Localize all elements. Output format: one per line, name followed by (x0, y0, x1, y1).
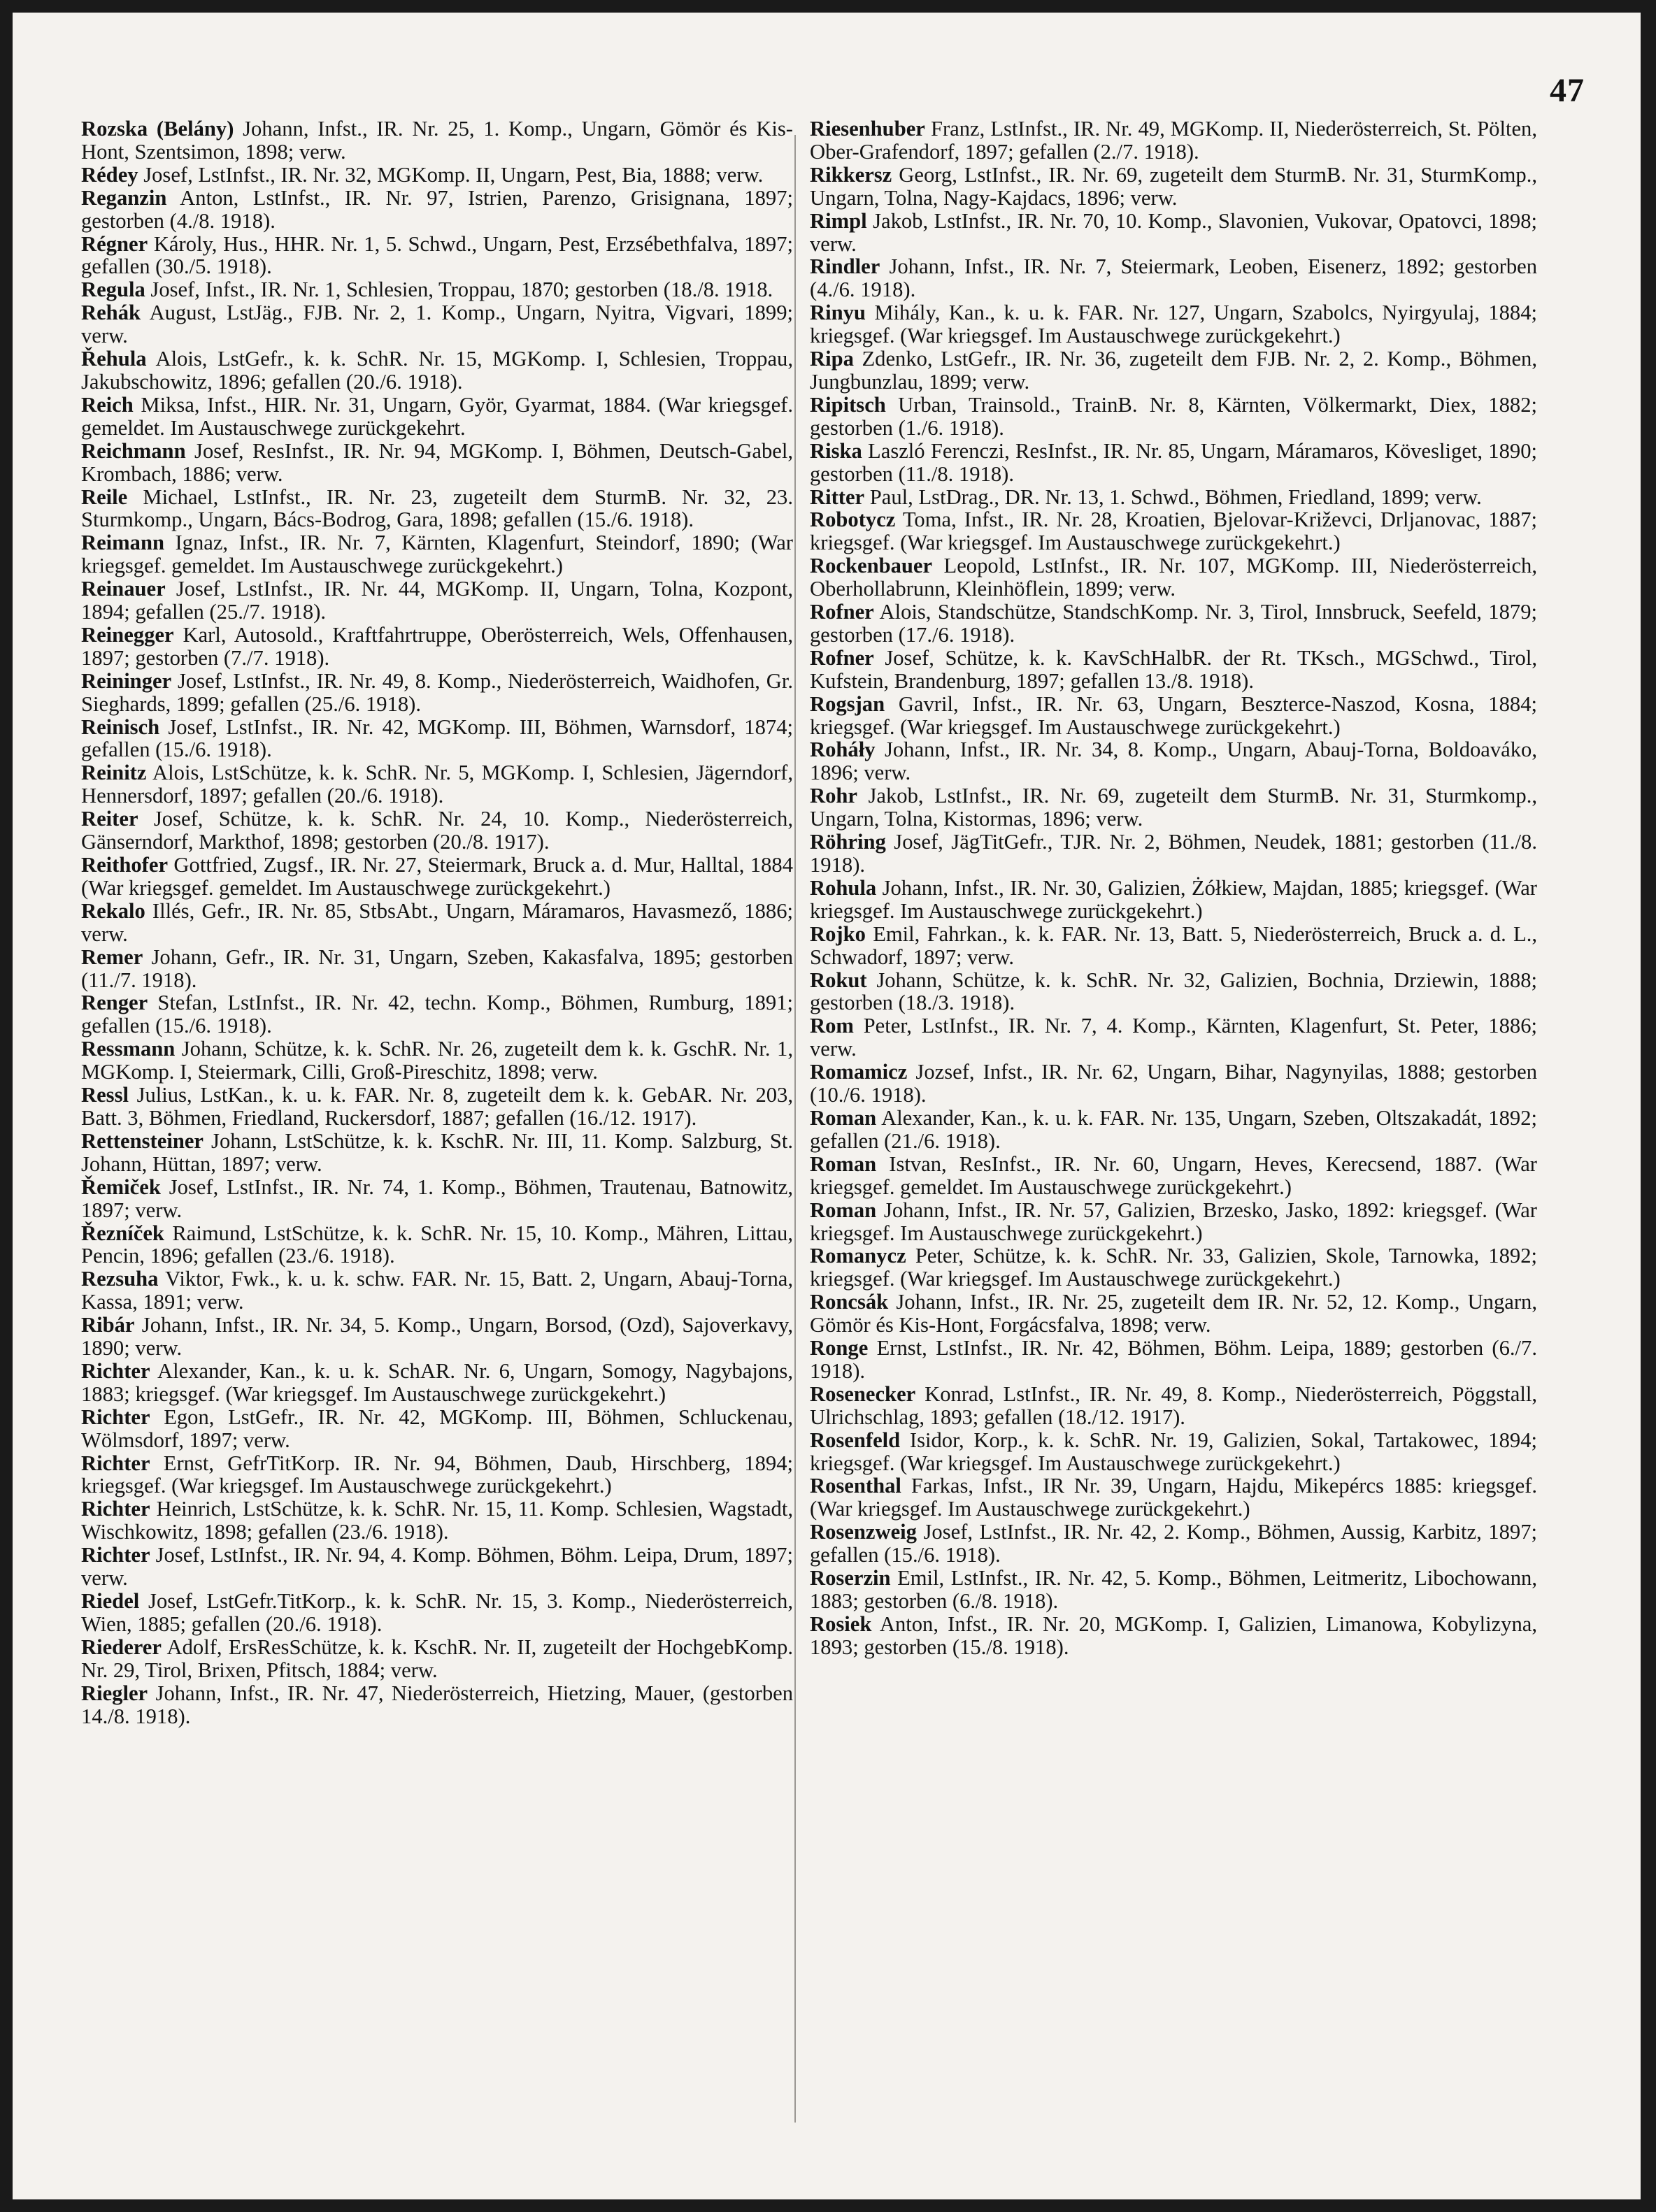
casualty-entry (81, 233, 793, 279)
entry-surname: Reithofer (81, 853, 169, 877)
entry-details: Laszló Ferenczi, ResInfst., IR. Nr. 85, Ungarn, Máramaros, Kövesliget, 1890; gestorben (11./8. 1918). (810, 438, 1537, 486)
entry-details: Josef, JägTitGefr., TJR. Nr. 2, Böhmen, Neudek, 1881; gestorben (11./8. 1918). (810, 830, 1537, 877)
entry-surname: Richter (81, 1358, 150, 1383)
casualty-entry (810, 601, 1537, 647)
entry-details: Ernst, LstInfst., IR. Nr. 42, Böhmen, Böhm. Leipa, 1889; gestorben (6./7. 1918). (810, 1336, 1537, 1383)
entry-details: Anton, Infst., IR. Nr. 20, MGKomp. I, Galizien, Limanowa, Kobylizyna, 1893; gestorben (15./8. 1918). (810, 1611, 1537, 1659)
entry-details: Josef, ResInfst., IR. Nr. 94, MGKomp. I, Böhmen, Deutsch-Gabel, Krombach, 1886; verw. (81, 438, 793, 486)
entry-details: Ignaz, Infst., IR. Nr. 7, Kärnten, Klagenfurt, Steindorf, 1890; (War kriegsgef. gemeldet. Im Austauschwege zurückgekehrt.) (81, 531, 793, 578)
casualty-entry (810, 693, 1537, 739)
casualty-entry (81, 761, 793, 807)
casualty-entry (810, 1061, 1537, 1107)
entry-details: Adolf, ErsResSchütze, k. k. KschR. Nr. II, zugeteilt der HochgebKomp. Nr. 29, Tirol, Brixen, Pfitsch, 1884; verw. (81, 1635, 793, 1682)
entry-details: Peter, LstInfst., IR. Nr. 7, 4. Komp., Kärnten, Klagenfurt, St. Peter, 1886; verw. (810, 1014, 1537, 1061)
entry-surname: Reinauer (81, 577, 166, 601)
entry-surname: Rettensteiner (81, 1128, 204, 1153)
casualty-entry (81, 187, 793, 233)
casualty-entry (81, 1360, 793, 1406)
entry-surname: Robotycz (810, 508, 896, 532)
casualty-entry (81, 854, 793, 900)
casualty-entry (81, 1037, 793, 1084)
entry-surname: Rofner (810, 600, 874, 624)
casualty-entry (81, 577, 793, 624)
casualty-entry (810, 1014, 1537, 1061)
casualty-entry (810, 877, 1537, 923)
casualty-entry (81, 1084, 793, 1130)
entry-surname: Roman (810, 1105, 877, 1130)
casualty-entry (810, 486, 1537, 509)
casualty-entry (810, 831, 1537, 877)
entry-surname: Reile (81, 484, 128, 509)
entry-details: Istvan, ResInfst., IR. Nr. 60, Ungarn, Heves, Kerecsend, 1887. (War kriegsgef. gemeldet. Im Austauschwege zurückgekehrt.) (810, 1151, 1537, 1199)
entry-surname: Remer (81, 945, 143, 969)
entry-details: Leopold, LstInfst., IR. Nr. 107, MGKomp. III, Niederösterreich, Oberhollabrunn, Kleinhöflein, 1899; verw. (810, 554, 1537, 601)
entry-details: Jozsef, Infst., IR. Nr. 62, Ungarn, Bihar, Nagynyilas, 1888; gestorben (10./6. 1918). (810, 1060, 1537, 1107)
casualty-entry (81, 440, 793, 486)
casualty-entry (810, 164, 1537, 210)
entry-details: Ernst, GefrTitKorp. IR. Nr. 94, Böhmen, Daub, Hirschberg, 1894; kriegsgef. (War kriegsgef. Im Austauschwege zurückgekehrt.) (81, 1451, 793, 1498)
entry-details: Konrad, LstInfst., IR. Nr. 49, 8. Komp., Niederösterreich, Pöggstall, Ulrichschlag, 1893; gefallen (18./12. 1917). (810, 1381, 1537, 1429)
entry-surname: Riederer (81, 1635, 162, 1659)
entry-surname: Ripitsch (810, 392, 886, 417)
casualty-entry (81, 1452, 793, 1498)
casualty-entry (81, 1636, 793, 1682)
entry-details: Georg, LstInfst., IR. Nr. 69, zugeteilt dem SturmB. Nr. 31, SturmKomp., Ungarn, Tolna, Nagy-Kajdacs, 1896; verw. (810, 162, 1537, 210)
casualty-entry (810, 117, 1537, 164)
entry-details: Johann, Infst., IR. Nr. 7, Steiermark, Leoben, Eisenerz, 1892; gestorben (4./6. 1918). (810, 254, 1537, 302)
entry-surname: Rinyu (810, 301, 866, 325)
entry-surname: Roncsák (810, 1290, 889, 1314)
entry-details: Johann, Gefr., IR. Nr. 31, Ungarn, Szeben, Kakasfalva, 1895; gestorben (11./7. 1918). (81, 945, 793, 992)
entry-details: Johann, Infst., IR. Nr. 25, zugeteilt dem IR. Nr. 52, 12. Komp., Ungarn, Gömör és Kis-Hont, Forgácsfalva, 1898; verw. (810, 1290, 1537, 1337)
entry-surname: Rimpl (810, 208, 867, 233)
entry-details: Johann, Infst., IR. Nr. 30, Galizien, Żółkiew, Majdan, 1885; kriegsgef. (War kriegsgef. Im Austauschwege zurückgekehrt.) (810, 875, 1537, 923)
entry-details: Mihály, Kan., k. u. k. FAR. Nr. 127, Ungarn, Szabolcs, Nyirgyulaj, 1884; kriegsgef. (War kriegsgef. Im Austauschwege zurückgekehrt.) (810, 301, 1537, 348)
entry-details: Alexander, Kan., k. u. k. SchAR. Nr. 6, Ungarn, Somogy, Nagybajons, 1883; kriegsgef. (War kriegsgef. Im Austauschwege zurückgekehrt.) (81, 1358, 793, 1406)
casualty-entry (810, 1199, 1537, 1245)
entry-surname: Riesenhuber (810, 117, 925, 141)
casualty-entry (81, 1590, 793, 1636)
casualty-entry (81, 301, 793, 347)
entry-surname: Rekalo (81, 898, 145, 923)
entry-surname: Rozska (Belány) (81, 117, 234, 141)
entry-details: Alois, LstGefr., k. k. SchR. Nr. 15, MGKomp. I, Schlesien, Troppau, Jakubschowitz, 1896; gefallen (20./6. 1918). (81, 347, 793, 394)
entry-surname: Reichmann (81, 438, 186, 463)
entry-details: Alois, LstSchütze, k. k. SchR. Nr. 5, MGKomp. I, Schlesien, Jägerndorf, Hennersdorf, 1897; gefallen (20./6. 1918). (81, 761, 793, 808)
left-column (81, 117, 793, 1728)
entry-details: Raimund, LstSchütze, k. k. SchR. Nr. 15, 10. Komp., Mähren, Littau, Pencin, 1896; gefallen (23./6. 1918). (81, 1221, 793, 1268)
entry-details: Josef, LstInfst., IR. Nr. 44, MGKomp. II, Ungarn, Tolna, Kozpont, 1894; gefallen (25./7. 1918). (81, 577, 793, 624)
entry-surname: Richter (81, 1497, 150, 1521)
entry-details: Emil, Fahrkan., k. k. FAR. Nr. 13, Batt. 5, Niederösterreich, Bruck a. d. L., Schwadorf, 1897; verw. (810, 921, 1537, 969)
entry-details: Johann, Schütze, k. k. SchR. Nr. 32, Galizien, Bochnia, Drziewin, 1888; gestorben (18./3. 1918). (810, 968, 1537, 1015)
entry-surname: Rockenbauer (810, 554, 933, 578)
casualty-entry (810, 1244, 1537, 1291)
casualty-entry (810, 1613, 1537, 1659)
casualty-entry (81, 1267, 793, 1314)
entry-surname: Rokut (810, 968, 867, 992)
entry-surname: Röhring (810, 830, 886, 854)
entry-details: Miksa, Infst., HIR. Nr. 31, Ungarn, Györ, Gyarmat, 1884. (War kriegsgef. gemeldet. Im Austauschwege zurückgekehrt. (81, 392, 793, 440)
entry-surname: Roháły (810, 738, 876, 762)
entry-details: Heinrich, LstSchütze, k. k. SchR. Nr. 15, 11. Komp. Schlesien, Wagstadt, Wischkowitz, 1898; gefallen (23./6. 1918). (81, 1497, 793, 1544)
entry-surname: Rikkersz (810, 162, 892, 187)
entry-surname: Reinitz (81, 761, 147, 785)
entry-details: Johann, LstSchütze, k. k. KschR. Nr. III, 11. Komp. Salzburg, St. Johann, Hüttan, 1897; verw. (81, 1128, 793, 1176)
entry-surname: Ripa (810, 347, 854, 371)
casualty-entry (81, 624, 793, 670)
entry-surname: Reiter (81, 807, 138, 831)
casualty-entry (81, 807, 793, 854)
casualty-entry (810, 440, 1537, 486)
casualty-entry (810, 969, 1537, 1015)
casualty-entry (810, 647, 1537, 693)
casualty-entry (810, 1429, 1537, 1475)
casualty-entry (810, 508, 1537, 554)
entry-details: Johann, Infst., IR. Nr. 25, 1. Komp., Ungarn, Gömör és Kis-Hont, Szentsimon, 1898; verw. (81, 117, 793, 164)
casualty-entry (810, 1291, 1537, 1337)
entry-details: Isidor, Korp., k. k. SchR. Nr. 19, Galizien, Sokal, Tartakowec, 1894; kriegsgef. (War kriegsgef. Im Austauschwege zurückgekehrt.) (810, 1428, 1537, 1475)
entry-details: Gavril, Infst., IR. Nr. 63, Ungarn, Beszterce-Naszod, Kosna, 1884; kriegsgef. (War kriegsgef. Im Austauschwege zurückgekehrt.) (810, 691, 1537, 739)
casualty-entry (81, 1682, 793, 1728)
entry-details: Michael, LstInfst., IR. Nr. 23, zugeteilt dem SturmB. Nr. 32, 23. Sturmkomp., Ungarn, Bács-Bodrog, Gara, 1898; gefallen (15./6. 1918). (81, 484, 793, 532)
entry-details: Jakob, LstInfst., IR. Nr. 69, zugeteilt dem SturmB. Nr. 31, Sturmkomp., Ungarn, Tolna, Kistormas, 1896; verw. (810, 784, 1537, 831)
entry-details: Johann, Infst., IR. Nr. 34, 5. Komp., Ungarn, Borsod, (Ozd), Sajoverkavy, 1890; verw. (81, 1313, 793, 1360)
entry-details: Stefan, LstInfst., IR. Nr. 42, techn. Komp., Böhmen, Rumburg, 1891; gefallen (15./6. 1918). (81, 991, 793, 1038)
entry-details: Farkas, Infst., IR Nr. 39, Ungarn, Hajdu, Mikepércs 1885: kriegsgef. (War kriegsgef. Im Austauschwege zurückgekehrt.) (810, 1474, 1537, 1521)
casualty-entry (81, 164, 793, 187)
entry-details: August, LstJäg., FJB. Nr. 2, 1. Komp., Ungarn, Nyitra, Vigvari, 1899; verw. (81, 301, 793, 348)
entry-surname: Řezníček (81, 1221, 164, 1245)
casualty-entry (81, 1222, 793, 1268)
entry-surname: Rosenzweig (810, 1520, 917, 1544)
casualty-entry (810, 255, 1537, 301)
entry-details: Zdenko, LstGefr., IR. Nr. 36, zugeteilt dem FJB. Nr. 2, 2. Komp., Böhmen, Jungbunzlau, 1899; verw. (810, 347, 1537, 394)
casualty-entry (81, 278, 793, 301)
entry-surname: Renger (81, 991, 148, 1015)
entry-details: Karl, Autosold., Kraftfahrtruppe, Oberösterreich, Wels, Offenhausen, 1897; gestorben (7./7. 1918). (81, 622, 793, 670)
entry-surname: Riedel (81, 1589, 140, 1613)
casualty-entry (810, 1474, 1537, 1521)
entry-surname: Rofner (810, 645, 874, 670)
entry-surname: Reich (81, 392, 134, 417)
casualty-entry (81, 1406, 793, 1452)
casualty-entry (810, 554, 1537, 601)
entry-details: Emil, LstInfst., IR. Nr. 42, 5. Komp., Böhmen, Leitmeritz, Libochowann, 1883; gestorben (6./8. 1918). (810, 1566, 1537, 1613)
casualty-entry (810, 347, 1537, 394)
entry-surname: Riska (810, 438, 862, 463)
entry-details: Johann, Infst., IR. Nr. 57, Galizien, Brzesko, Jasko, 1892: kriegsgef. (War kriegsgef. Im Austauschwege zurückgekehrt.) (810, 1198, 1537, 1245)
entry-details: Gottfried, Zugsf., IR. Nr. 27, Steiermark, Bruck a. d. Mur, Halltal, 1884 (War kriegsgef. gemeldet. Im Austauschwege zurückgekehrt.) (81, 853, 793, 900)
casualty-entry (81, 946, 793, 992)
entry-surname: Romamicz (810, 1060, 908, 1084)
entry-surname: Rojko (810, 921, 866, 946)
casualty-entry (810, 394, 1537, 440)
entry-details: Károly, Hus., HHR. Nr. 1, 5. Schwd., Ungarn, Pest, Erzsébethfalva, 1897; gefallen (30./5. 1918). (81, 231, 793, 279)
entry-details: Josef, LstInfst., IR. Nr. 74, 1. Komp., Böhmen, Trautenau, Batnowitz, 1897; verw. (81, 1175, 793, 1222)
casualty-entry (81, 1176, 793, 1222)
entry-surname: Roman (810, 1151, 877, 1176)
entry-details: Johann, Schütze, k. k. SchR. Nr. 26, zugeteilt dem k. k. GschR. Nr. 1, MGKomp. I, Steiermark, Cilli, Groß-Pireschitz, 1898; verw. (81, 1037, 793, 1084)
entry-details: Jakob, LstInfst., IR. Nr. 70, 10. Komp., Slavonien, Vukovar, Opatovci, 1898; verw. (810, 208, 1537, 256)
entry-surname: Ribár (81, 1313, 135, 1337)
entry-details: Toma, Infst., IR. Nr. 28, Kroatien, Bjelovar-Križevci, Drljanovac, 1887; kriegsgef. (War kriegsgef. Im Austauschwege zurückgekehrt.) (810, 508, 1537, 555)
casualty-entry (81, 670, 793, 716)
entry-details: Illés, Gefr., IR. Nr. 85, StbsAbt., Ungarn, Máramaros, Havasmező, 1886; verw. (81, 898, 793, 946)
casualty-entry (810, 1337, 1537, 1383)
entry-surname: Rohr (810, 784, 857, 808)
entry-details: Viktor, Fwk., k. u. k. schw. FAR. Nr. 15, Batt. 2, Ungarn, Abauj-Torna, Kassa, 1891; verw. (81, 1267, 793, 1314)
entry-surname: Régner (81, 231, 148, 256)
casualty-entry (81, 394, 793, 440)
entry-surname: Roman (810, 1198, 877, 1222)
casualty-entry (81, 531, 793, 577)
casualty-entry (810, 1383, 1537, 1429)
column-divider (794, 135, 796, 2123)
entry-details: Josef, LstInfst., IR. Nr. 32, MGKomp. II, Ungarn, Pest, Bia, 1888; verw. (138, 162, 764, 187)
entry-surname: Ressl (81, 1083, 129, 1107)
entry-details: Josef, Schütze, k. k. SchR. Nr. 24, 10. Komp., Niederösterreich, Gänserndorf, Markthof, 1898; gestorben (20./8. 1917). (81, 807, 793, 854)
page-number: 47 (1550, 72, 1585, 109)
casualty-entry (810, 301, 1537, 347)
entry-surname: Romanycz (810, 1244, 906, 1268)
entry-surname: Rosenecker (810, 1381, 916, 1406)
entry-details: Anton, LstInfst., IR. Nr. 97, Istrien, Parenzo, Grisignana, 1897; gestorben (4./8. 1918). (81, 185, 793, 233)
entry-details: Egon, LstGefr., IR. Nr. 42, MGKomp. III, Böhmen, Schluckenau, Wölmsdorf, 1897; verw. (81, 1405, 793, 1452)
entry-surname: Rehák (81, 301, 141, 325)
entry-surname: Ronge (810, 1336, 869, 1360)
entry-details: Urban, Trainsold., TrainB. Nr. 8, Kärnten, Völkermarkt, Diex, 1882; gestorben (1./6. 1918). (810, 392, 1537, 440)
casualty-entry (810, 1521, 1537, 1567)
entry-details: Josef, Schütze, k. k. KavSchHalbR. der Rt. TKsch., MGSchwd., Tirol, Kufstein, Brandenburg, 1897; gefallen 13./8. 1918). (810, 645, 1537, 693)
entry-surname: Richter (81, 1405, 150, 1429)
entry-details: Franz, LstInfst., IR. Nr. 49, MGKomp. II, Niederösterreich, St. Pölten, Ober-Grafendorf, 1897; gefallen (2./7. 1918). (810, 117, 1537, 164)
casualty-entry (81, 1130, 793, 1176)
entry-details: Julius, LstKan., k. u. k. FAR. Nr. 8, zugeteilt dem k. k. GebAR. Nr. 203, Batt. 3, Böhmen, Friedland, Ruckersdorf, 1887; gefallen (16./12. 1917). (81, 1083, 793, 1130)
casualty-entry (81, 1314, 793, 1360)
entry-details: Josef, LstGefr.TitKorp., k. k. SchR. Nr. 15, 3. Komp., Niederösterreich, Wien, 1885; gefallen (20./6. 1918). (81, 1589, 793, 1636)
entry-surname: Rom (810, 1014, 854, 1038)
entry-surname: Ritter (810, 484, 865, 509)
casualty-entry (810, 210, 1537, 256)
entry-surname: Rosenthal (810, 1474, 901, 1498)
entry-details: Alois, Standschütze, StandschKomp. Nr. 3, Tirol, Innsbruck, Seefeld, 1879; gestorben (17./6. 1918). (810, 600, 1537, 647)
entry-surname: Rohula (810, 875, 877, 900)
entry-surname: Roserzin (810, 1566, 891, 1590)
entry-details: Peter, Schütze, k. k. SchR. Nr. 33, Galizien, Skole, Tarnowka, 1892; kriegsgef. (War kriegsgef. Im Austauschwege zurückgekehrt.) (810, 1244, 1537, 1291)
casualty-entry (81, 900, 793, 946)
entry-details: Josef, LstInfst., IR. Nr. 49, 8. Komp., Niederösterreich, Waidhofen, Gr. Sieghards, 1899; gefallen (25./6. 1918). (81, 668, 793, 716)
casualty-entry (81, 991, 793, 1037)
entry-surname: Rédey (81, 162, 138, 187)
entry-surname: Rogsjan (810, 691, 885, 716)
right-column (810, 117, 1537, 1659)
entry-details: Josef, LstInfst., IR. Nr. 42, 2. Komp., Böhmen, Aussig, Karbitz, 1897; gefallen (15./6. 1918). (810, 1520, 1537, 1567)
casualty-entry (810, 738, 1537, 784)
casualty-entry (81, 347, 793, 394)
entry-surname: Richter (81, 1451, 150, 1475)
entry-details: Josef, LstInfst., IR. Nr. 94, 4. Komp. Böhmen, Böhm. Leipa, Drum, 1897; verw. (81, 1543, 793, 1590)
casualty-entry (81, 1544, 793, 1590)
casualty-entry (810, 1153, 1537, 1199)
entry-details: Alexander, Kan., k. u. k. FAR. Nr. 135, Ungarn, Szeben, Oltszakadát, 1892; gefallen (21./6. 1918). (810, 1105, 1537, 1153)
entry-surname: Rosenfeld (810, 1428, 901, 1452)
casualty-entry (810, 1107, 1537, 1153)
entry-surname: Řemiček (81, 1175, 161, 1199)
entry-surname: Riegler (81, 1681, 148, 1705)
casualty-entry (810, 784, 1537, 831)
entry-surname: Reganzin (81, 185, 167, 210)
entry-surname: Richter (81, 1543, 150, 1567)
casualty-entry (81, 716, 793, 762)
casualty-entry (81, 1498, 793, 1544)
entry-surname: Reinegger (81, 622, 174, 647)
entry-surname: Reininger (81, 668, 172, 693)
casualty-entry (810, 923, 1537, 969)
entry-surname: Reinisch (81, 714, 160, 739)
casualty-entry (81, 486, 793, 532)
entry-surname: Rindler (810, 254, 880, 279)
entry-details: Johann, Infst., IR. Nr. 47, Niederösterreich, Hietzing, Mauer, (gestorben 14./8. 1918). (81, 1681, 793, 1728)
entry-details: Josef, Infst., IR. Nr. 1, Schlesien, Troppau, 1870; gestorben (18./8. 1918. (145, 278, 773, 302)
entry-surname: Ressmann (81, 1037, 176, 1061)
entry-surname: Rezsuha (81, 1267, 159, 1291)
entry-surname: Regula (81, 278, 145, 302)
entry-details: Josef, LstInfst., IR. Nr. 42, MGKomp. III, Böhmen, Warnsdorf, 1874; gefallen (15./6. 1918). (81, 714, 793, 762)
entry-surname: Reimann (81, 531, 164, 555)
entry-details: Johann, Infst., IR. Nr. 34, 8. Komp., Ungarn, Abauj-Torna, Boldoaváko, 1896; verw. (810, 738, 1537, 785)
entry-surname: Řehula (81, 347, 147, 371)
entry-details: Paul, LstDrag., DR. Nr. 13, 1. Schwd., Böhmen, Friedland, 1899; verw. (864, 484, 1482, 509)
entry-surname: Rosiek (810, 1611, 872, 1636)
casualty-entry (810, 1567, 1537, 1613)
casualty-entry (81, 117, 793, 164)
